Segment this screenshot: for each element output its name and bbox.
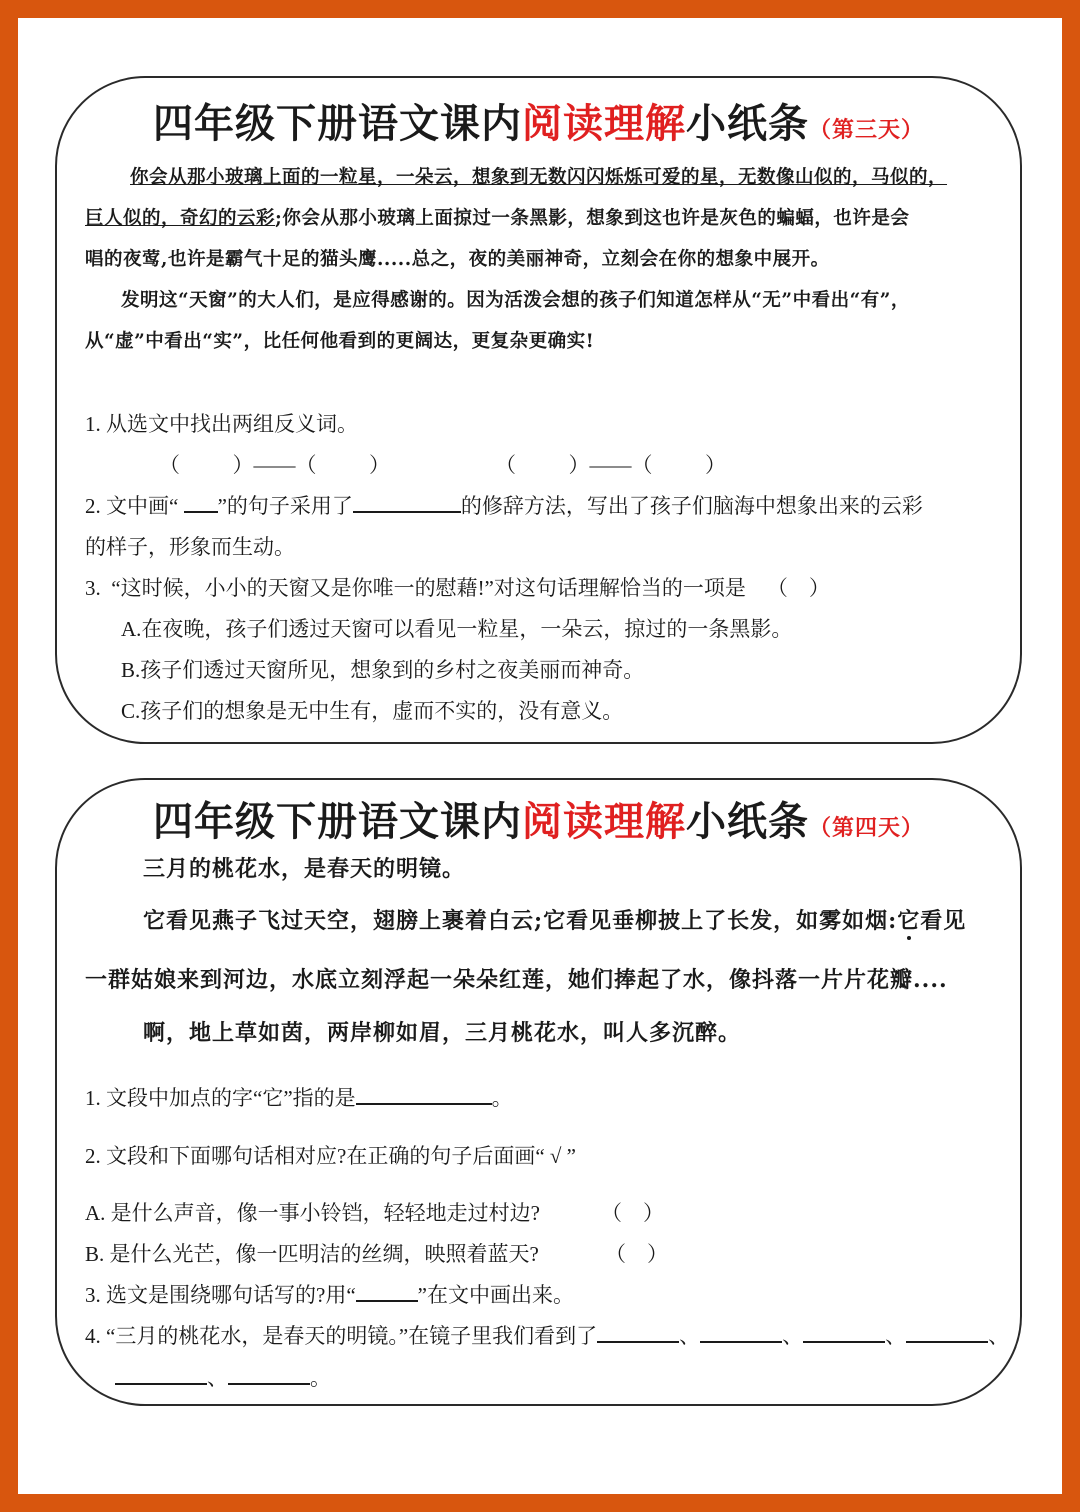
answer-blank[interactable] — [906, 1323, 988, 1343]
q1-text: 1. 文段中加点的字“它”指的是 — [85, 1086, 356, 1110]
answer-blank[interactable] — [700, 1323, 782, 1343]
answer-blank[interactable] — [353, 493, 461, 513]
reading-card-day3 — [55, 76, 1022, 744]
q2-text: ”的句子采用了 — [217, 494, 353, 518]
underlined-text: 巨人似的，奇幻的云彩 — [85, 208, 276, 229]
day-label: （第四天） — [808, 816, 924, 841]
question-4 — [85, 1320, 1009, 1350]
question-4-cont — [115, 1362, 331, 1392]
period: 。 — [310, 1366, 331, 1390]
day-label: （第三天） — [808, 118, 924, 143]
antonym-blanks[interactable]: （ ）——（ ） （ ）——（ ） — [159, 453, 726, 477]
passage-text: ;你会从那小玻璃上面掠过一条黑影，想象到这也许是灰色的蝙蝠，也许是会 — [275, 208, 910, 229]
question-3: 3. “这时候，小小的天窗又是你唯一的慰藉!”对这句话理解恰当的一项是 （ ） — [85, 576, 830, 600]
option-b — [85, 1238, 539, 1268]
option-a-answer[interactable]: （ ） — [601, 1201, 664, 1225]
passage-line: 啊，地上草如茵，两岸柳如眉，三月桃花水，叫人多沉醉。 — [143, 1020, 742, 1046]
q2-text: 的修辞方法，写出了孩子们脑海中想象出来的云彩 — [460, 494, 923, 518]
separator: 、 — [885, 1324, 907, 1348]
title-suffix: 小纸条 — [685, 799, 809, 845]
title-highlight: 阅读理解 — [521, 799, 686, 845]
card-title — [57, 790, 1020, 847]
q3-text: 3. 选文是围绕哪句话写的?用“ — [85, 1283, 356, 1307]
option-a — [85, 1197, 540, 1227]
option-text: A. 是什么声音，像一事小铃铛，轻轻地走过村边? — [85, 1201, 540, 1225]
passage-text: 它看见燕子飞过天空，翅膀上裹着白云; — [143, 908, 544, 934]
q4-text: 4. “三月的桃花水，是春天的明镜。”在镜子里我们看到了 — [85, 1324, 598, 1348]
passage-line: 三月的桃花水，是春天的明镜。 — [143, 856, 466, 882]
answer-blank[interactable] — [115, 1365, 207, 1385]
separator: 、 — [679, 1324, 701, 1348]
passage-line: 一群姑娘来到河边，水底立刻浮起一朵朵红莲，她们捧起了水，像抖落一片片花瓣.... — [85, 967, 948, 993]
option-c[interactable]: C.孩子们的想象是无中生有，虚而不实的，没有意义。 — [121, 699, 624, 723]
separator: 、 — [988, 1324, 1010, 1348]
question-2 — [85, 490, 923, 520]
question-2: 2. 文段和下面哪句话相对应?在正确的句子后面画“ √ ” — [85, 1144, 576, 1168]
passage-text: 它 — [543, 908, 567, 934]
q3-text: ”在文中画出来。 — [417, 1283, 574, 1307]
underlined-text: 你会从那小玻璃上面的一粒星，一朵云，想象到无数闪闪烁烁可爱的星，无数像山似的，马似的， — [130, 167, 948, 188]
passage-line: 唱的夜莺,也许是霸气十足的猫头鹰.....总之，夜的美丽神奇，立刻会在你的想象中展开。 — [85, 249, 830, 270]
option-text: B. 是什么光芒，像一匹明洁的丝绸，映照着蓝天? — [85, 1242, 539, 1266]
title-highlight: 阅读理解 — [521, 101, 686, 147]
q2-text: 2. 文中画“ — [85, 494, 184, 518]
option-b[interactable]: B.孩子们透过天窗所见，想象到的乡村之夜美丽而神奇。 — [121, 658, 645, 682]
card-title — [57, 92, 1020, 149]
passage-line: 从“虚”中看出“实”，比任何他看到的更阔达，更复杂更确实! — [85, 331, 595, 352]
question-1: 1. 从选文中找出两组反义词。 — [85, 412, 358, 436]
passage-line — [85, 204, 909, 230]
question-3 — [85, 1279, 574, 1309]
question-2-cont: 的样子，形象而生动。 — [85, 535, 295, 559]
passage-line: 发明这“天窗”的大人们，是应得感谢的。因为活泼会想的孩子们知道怎样从“无”中看出“有”， — [121, 290, 910, 311]
reading-card-day4 — [55, 778, 1022, 1406]
passage-line — [143, 904, 966, 935]
answer-blank[interactable] — [356, 1282, 418, 1302]
answer-blank[interactable] — [184, 493, 218, 513]
passage-line — [130, 163, 947, 189]
q1-text: 。 — [491, 1086, 513, 1110]
option-a[interactable]: A.在夜晚，孩子们透过天窗可以看见一粒星，一朵云，掠过的一条黑影。 — [121, 617, 793, 641]
answer-blank[interactable] — [356, 1085, 492, 1105]
title-prefix: 四年级下册语文课内 — [152, 101, 522, 147]
title-suffix: 小纸条 — [685, 101, 809, 147]
answer-blank[interactable] — [803, 1323, 885, 1343]
question-1 — [85, 1082, 513, 1112]
answer-blank[interactable] — [597, 1323, 679, 1343]
answer-blank[interactable] — [228, 1365, 310, 1385]
separator: 、 — [207, 1366, 228, 1390]
dotted-char: 它 — [897, 908, 921, 934]
option-b-answer[interactable]: （ ） — [605, 1242, 668, 1266]
passage-text: 看见 — [920, 908, 967, 934]
passage-text: 看见垂柳披上了长发，如雾如烟: — [566, 908, 898, 934]
separator: 、 — [782, 1324, 804, 1348]
title-prefix: 四年级下册语文课内 — [152, 799, 522, 845]
